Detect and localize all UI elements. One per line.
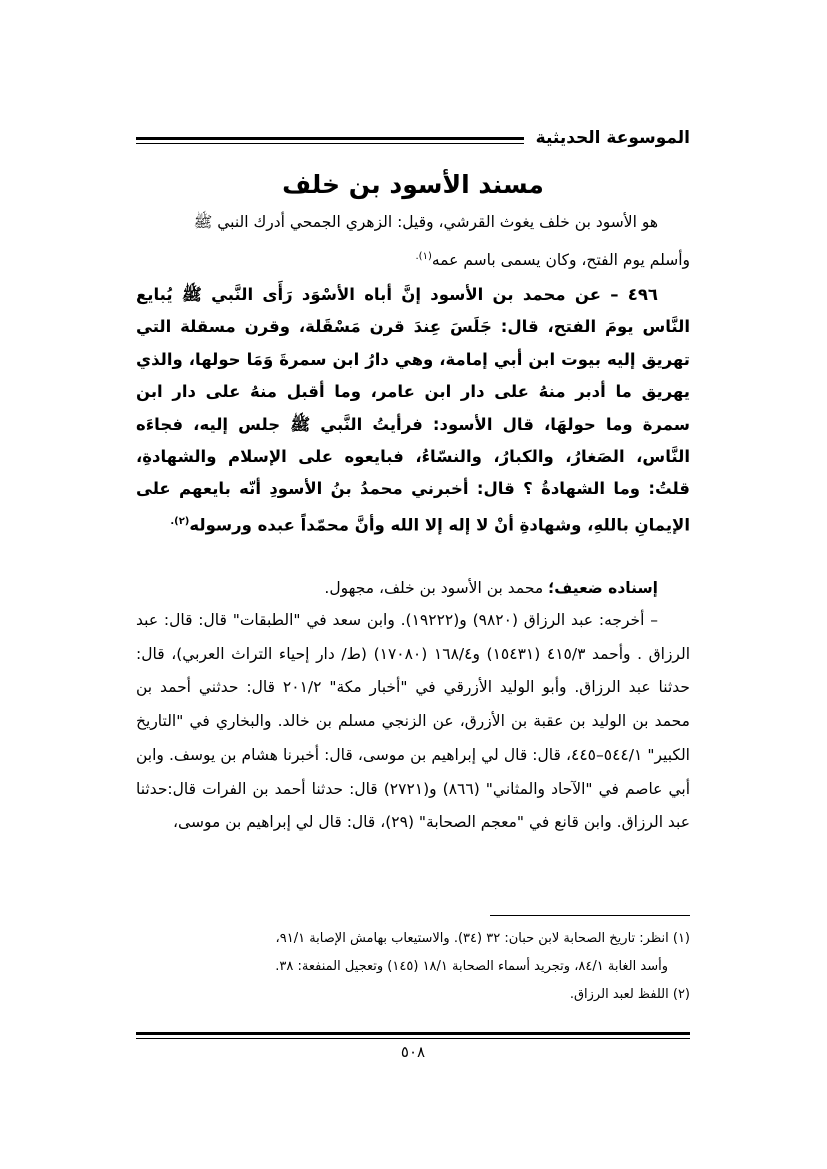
- header-title: الموسوعة الحديثية: [535, 128, 690, 148]
- isnad-text: محمد بن الأسود بن خلف، مجهول.: [324, 579, 549, 597]
- footnotes: [136, 925, 690, 1009]
- page-number: ٥٠٨: [400, 1043, 426, 1061]
- footnote-1: (١) انظر: تاريخ الصحابة لابن حبان: ٣٢ (٣٤). والاستيعاب بهامش الإصابة ٩١/١،: [275, 931, 690, 946]
- takhrij-paragraph: – أخرجه: عبد الرزاق (٩٨٢٠) و(١٩٢٢٢). وابن سعد في "الطبقات" قال: قال: عبد الرزاق . وأحمد ٤١٥/٣ (١٥٤٣١) و١٦٨/٤ (١٧٠٨٠) (ط/ دار إحياء التراث العربي)، قال: حدثنا عبد الرزاق. وأبو الوليد الأزرقي في "أخبار مكة" ٢٠١/٢ قال: حدثني أحمد بن محمد بن الوليد بن عقبة بن الأزرق، عن الزنجي مسلم بن خالد. والبخاري في "التاريخ الكبير" ٥٤٤/١–٤٤٥، قال: قال لي إبراهيم بن موسى، قال: أخبرنا هشام بن يوسف. وابن أبي عاصم في "الآحاد والمثاني" (٨٦٦) و(٢٧٢١) قال: حدثنا أحمد بن الفرات قال:حدثنا عبد الرزاق. وابن قانع في "معجم الصحابة" (٢٩)، قال: قال لي إبراهيم بن موسى،: [136, 611, 691, 832]
- hadith-paragraph: [136, 279, 690, 542]
- footnote-1-continued: وأسد الغابة ٨٤/١، وتجريد أسماء الصحابة ١٨/١ (١٤٥) وتعجيل المنفعة: ٣٨.: [275, 959, 668, 974]
- running-header: [136, 128, 690, 152]
- isnad-label: إسناده ضعيف؛: [548, 579, 658, 597]
- header-rule-long-thin: [136, 143, 524, 144]
- intro-paragraph: [136, 205, 690, 277]
- footnote-ref-1: (١).: [415, 250, 432, 262]
- header-rule-long: [136, 137, 524, 140]
- footnote-ref-2: (٢).: [170, 515, 190, 527]
- footer-rule-thick: [136, 1032, 690, 1035]
- footnote-separator: [490, 915, 690, 916]
- footnote-2: (٢) اللفظ لعبد الرزاق.: [569, 987, 690, 1002]
- intro-line-2-text: وأسلم يوم الفتح، وكان يسمى باسم عمه: [431, 250, 690, 269]
- isnad-paragraph: [136, 571, 690, 606]
- footer-rule-thin: [136, 1038, 690, 1039]
- intro-line-1: هو الأسود بن خلف يغوث القرشي، وقيل: الزهري الجمحي أدرك النبي ﷺ: [193, 213, 658, 231]
- hadith-text: ٤٩٦ – عن محمد بن الأسود إنَّ أباه الأسْوَد رَأَى النَّبي ﷺ يُبايع النَّاس يومَ الفتح، قال: جَلَسَ عِندَ قرن مَسْقَلة، وقرن مسقلة التي تهريق إليه بيوت ابن أبي إمامة، وهي دارُ ابن سمرةَ وَمَا حولها، والذي يهريق ما أدبر منهُ على دار ابن عامر، وما أقبل منهُ على دار ابن سمرة وما حولهَا، قال الأسود: فرأيتُ النَّبي ﷺ جلس إليه، فجاءَه النَّاس، الصَغارُ، والكبارُ، والنسّاءُ، فبايعوه على الإسلام والشهادةِ، قلتُ: وما الشهادةُ ؟ قال: أخبرني محمدُ بنُ الأسودِ أنّه بايعهم على الإيمانِ باللهِ، وشهادةِ أنْ لا إله إلا الله وأنَّ محمّداً عبده ورسوله: [136, 285, 690, 535]
- section-title: مسند الأسود بن خلف: [282, 170, 544, 199]
- intro-line-2: [136, 240, 690, 278]
